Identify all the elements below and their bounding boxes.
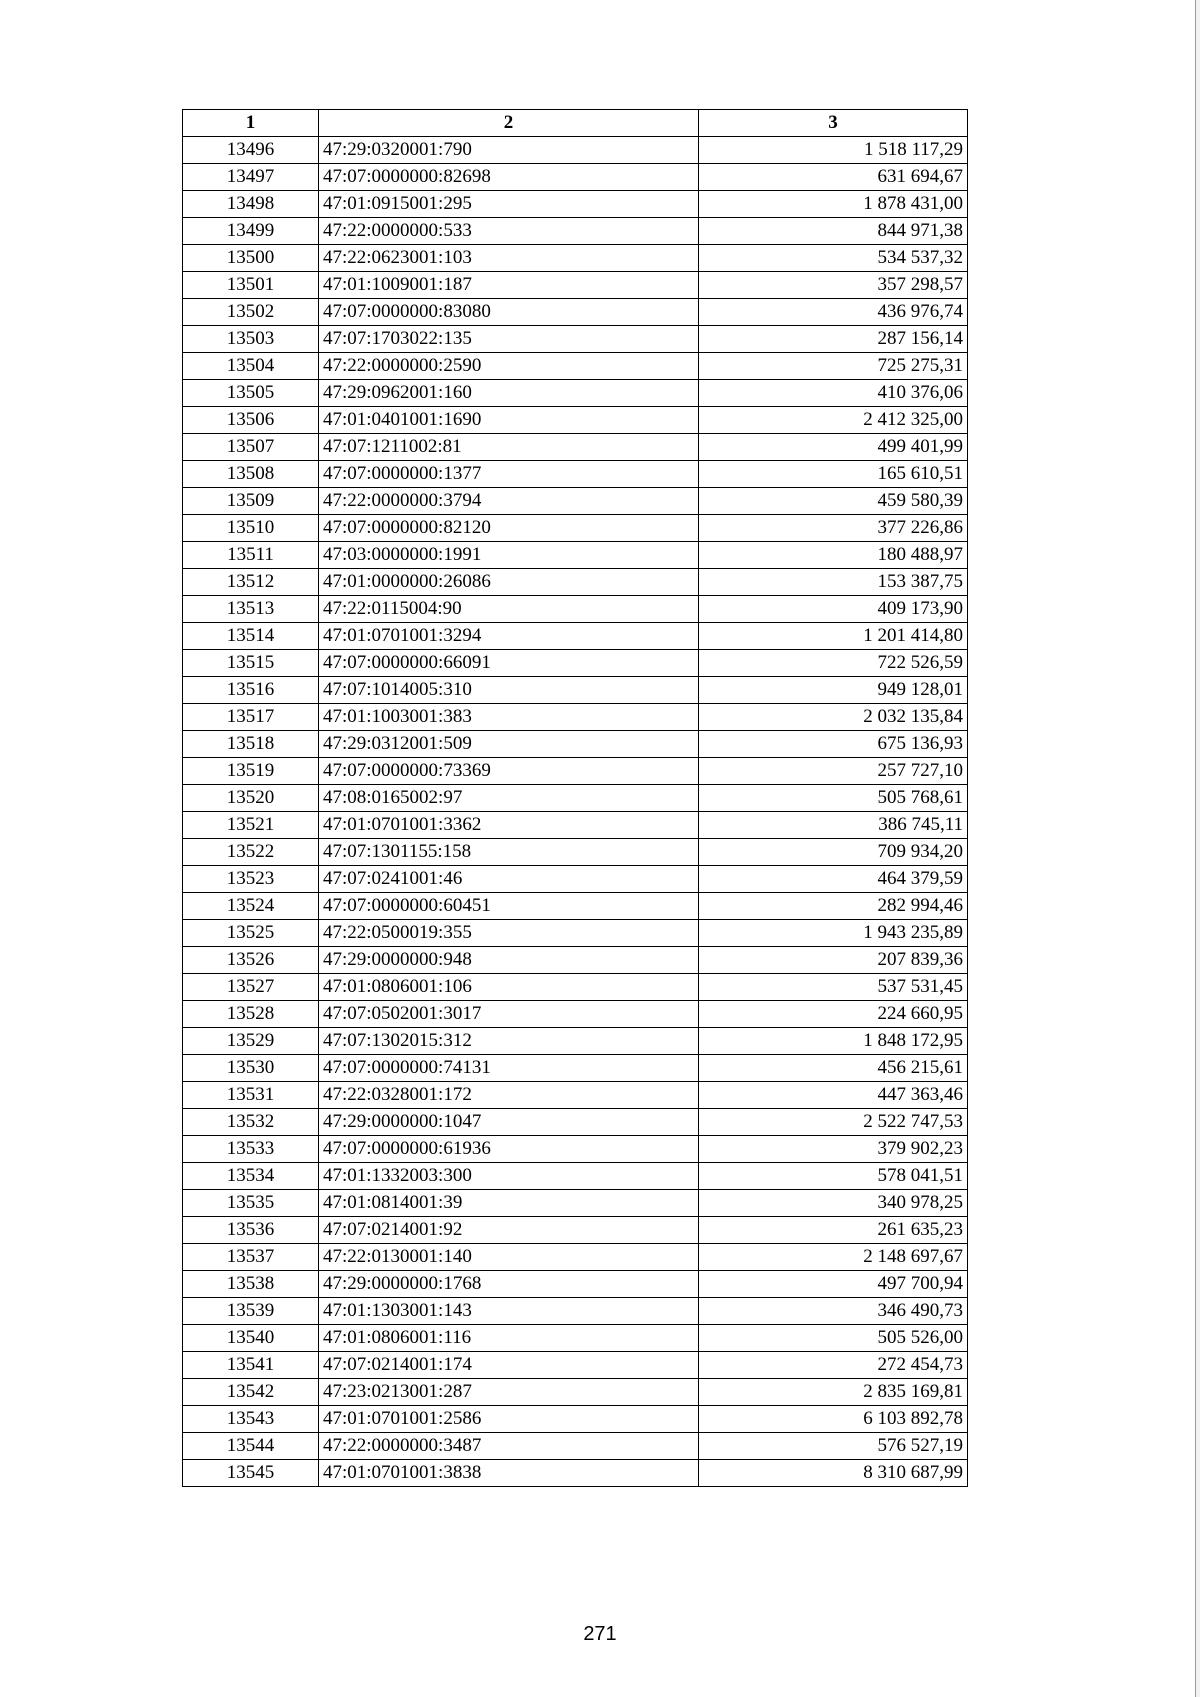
row-number: 13520 xyxy=(183,785,319,812)
amount-value: 578 041,51 xyxy=(699,1163,968,1190)
cadastral-number: 47:07:1014005:310 xyxy=(319,677,699,704)
row-number: 13529 xyxy=(183,1028,319,1055)
amount-value: 340 978,25 xyxy=(699,1190,968,1217)
amount-value: 224 660,95 xyxy=(699,1001,968,1028)
data-table xyxy=(182,109,968,1487)
row-number: 13536 xyxy=(183,1217,319,1244)
table-row xyxy=(183,866,968,893)
row-number: 13526 xyxy=(183,947,319,974)
row-number: 13541 xyxy=(183,1352,319,1379)
amount-value: 537 531,45 xyxy=(699,974,968,1001)
cadastral-number: 47:22:0115004:90 xyxy=(319,596,699,623)
cadastral-number: 47:07:0214001:92 xyxy=(319,1217,699,1244)
table-row xyxy=(183,1082,968,1109)
table-row xyxy=(183,326,968,353)
amount-value: 844 971,38 xyxy=(699,218,968,245)
cadastral-number: 47:22:0623001:103 xyxy=(319,245,699,272)
amount-value: 576 527,19 xyxy=(699,1433,968,1460)
cadastral-number: 47:07:0241001:46 xyxy=(319,866,699,893)
row-number: 13539 xyxy=(183,1298,319,1325)
table-row xyxy=(183,218,968,245)
amount-value: 505 768,61 xyxy=(699,785,968,812)
row-number: 13528 xyxy=(183,1001,319,1028)
row-number: 13497 xyxy=(183,164,319,191)
row-number: 13524 xyxy=(183,893,319,920)
cadastral-number: 47:07:1301155:158 xyxy=(319,839,699,866)
row-number: 13507 xyxy=(183,434,319,461)
cadastral-number: 47:01:0000000:26086 xyxy=(319,569,699,596)
cadastral-number: 47:01:0701001:2586 xyxy=(319,1406,699,1433)
cadastral-number: 47:29:0320001:790 xyxy=(319,137,699,164)
amount-value: 386 745,11 xyxy=(699,812,968,839)
cadastral-number: 47:22:0328001:172 xyxy=(319,1082,699,1109)
cadastral-number: 47:22:0000000:3794 xyxy=(319,488,699,515)
table-row xyxy=(183,1325,968,1352)
row-number: 13522 xyxy=(183,839,319,866)
table-row xyxy=(183,1001,968,1028)
row-number: 13496 xyxy=(183,137,319,164)
cadastral-number: 47:07:0000000:60451 xyxy=(319,893,699,920)
row-number: 13516 xyxy=(183,677,319,704)
row-number: 13530 xyxy=(183,1055,319,1082)
table-row xyxy=(183,272,968,299)
amount-value: 8 310 687,99 xyxy=(699,1460,968,1487)
cadastral-number: 47:07:0000000:82698 xyxy=(319,164,699,191)
column-header-2: 2 xyxy=(319,110,699,137)
row-number: 13537 xyxy=(183,1244,319,1271)
page-edge xyxy=(1195,0,1200,1697)
amount-value: 505 526,00 xyxy=(699,1325,968,1352)
amount-value: 282 994,46 xyxy=(699,893,968,920)
row-number: 13544 xyxy=(183,1433,319,1460)
cadastral-number: 47:07:0502001:3017 xyxy=(319,1001,699,1028)
amount-value: 287 156,14 xyxy=(699,326,968,353)
cadastral-number: 47:01:0701001:3294 xyxy=(319,623,699,650)
table-row xyxy=(183,1298,968,1325)
row-number: 13509 xyxy=(183,488,319,515)
table-row xyxy=(183,1190,968,1217)
row-number: 13531 xyxy=(183,1082,319,1109)
table-header-row xyxy=(183,110,968,137)
table-row xyxy=(183,1109,968,1136)
table-row xyxy=(183,1406,968,1433)
cadastral-number: 47:29:0000000:1047 xyxy=(319,1109,699,1136)
amount-value: 165 610,51 xyxy=(699,461,968,488)
table-row xyxy=(183,704,968,731)
amount-value: 409 173,90 xyxy=(699,596,968,623)
table-row xyxy=(183,623,968,650)
cadastral-number: 47:22:0000000:3487 xyxy=(319,1433,699,1460)
table-row xyxy=(183,191,968,218)
table-row xyxy=(183,542,968,569)
amount-value: 436 976,74 xyxy=(699,299,968,326)
row-number: 13513 xyxy=(183,596,319,623)
amount-value: 1 943 235,89 xyxy=(699,920,968,947)
cadastral-number: 47:01:0806001:106 xyxy=(319,974,699,1001)
amount-value: 257 727,10 xyxy=(699,758,968,785)
amount-value: 357 298,57 xyxy=(699,272,968,299)
cadastral-number: 47:01:0401001:1690 xyxy=(319,407,699,434)
column-header-3: 3 xyxy=(699,110,968,137)
row-number: 13510 xyxy=(183,515,319,542)
row-number: 13512 xyxy=(183,569,319,596)
row-number: 13534 xyxy=(183,1163,319,1190)
row-number: 13532 xyxy=(183,1109,319,1136)
cadastral-number: 47:01:1009001:187 xyxy=(319,272,699,299)
table-row xyxy=(183,974,968,1001)
amount-value: 379 902,23 xyxy=(699,1136,968,1163)
row-number: 13504 xyxy=(183,353,319,380)
table-row xyxy=(183,1163,968,1190)
amount-value: 631 694,67 xyxy=(699,164,968,191)
amount-value: 534 537,32 xyxy=(699,245,968,272)
table-row xyxy=(183,353,968,380)
table-row xyxy=(183,137,968,164)
cadastral-number: 47:07:0000000:66091 xyxy=(319,650,699,677)
amount-value: 722 526,59 xyxy=(699,650,968,677)
amount-value: 725 275,31 xyxy=(699,353,968,380)
row-number: 13525 xyxy=(183,920,319,947)
cadastral-number: 47:07:0000000:1377 xyxy=(319,461,699,488)
row-number: 13498 xyxy=(183,191,319,218)
column-header-1: 1 xyxy=(183,110,319,137)
table-row xyxy=(183,299,968,326)
table-row xyxy=(183,731,968,758)
row-number: 13542 xyxy=(183,1379,319,1406)
table-row xyxy=(183,569,968,596)
amount-value: 1 848 172,95 xyxy=(699,1028,968,1055)
table-row xyxy=(183,947,968,974)
amount-value: 346 490,73 xyxy=(699,1298,968,1325)
table-body xyxy=(183,137,968,1487)
cadastral-number: 47:01:1332003:300 xyxy=(319,1163,699,1190)
table-row xyxy=(183,920,968,947)
amount-value: 272 454,73 xyxy=(699,1352,968,1379)
table-row xyxy=(183,434,968,461)
row-number: 13499 xyxy=(183,218,319,245)
row-number: 13533 xyxy=(183,1136,319,1163)
cadastral-number: 47:07:0000000:61936 xyxy=(319,1136,699,1163)
table-row xyxy=(183,596,968,623)
row-number: 13519 xyxy=(183,758,319,785)
amount-value: 377 226,86 xyxy=(699,515,968,542)
table-row xyxy=(183,164,968,191)
cadastral-number: 47:22:0130001:140 xyxy=(319,1244,699,1271)
amount-value: 1 878 431,00 xyxy=(699,191,968,218)
table-row xyxy=(183,1028,968,1055)
cadastral-number: 47:29:0312001:509 xyxy=(319,731,699,758)
amount-value: 153 387,75 xyxy=(699,569,968,596)
page-number: 271 xyxy=(583,1623,617,1645)
amount-value: 456 215,61 xyxy=(699,1055,968,1082)
table-row xyxy=(183,1271,968,1298)
amount-value: 675 136,93 xyxy=(699,731,968,758)
row-number: 13521 xyxy=(183,812,319,839)
cadastral-number: 47:01:0814001:39 xyxy=(319,1190,699,1217)
row-number: 13511 xyxy=(183,542,319,569)
row-number: 13501 xyxy=(183,272,319,299)
cadastral-number: 47:01:0915001:295 xyxy=(319,191,699,218)
amount-value: 180 488,97 xyxy=(699,542,968,569)
row-number: 13527 xyxy=(183,974,319,1001)
amount-value: 2 412 325,00 xyxy=(699,407,968,434)
amount-value: 261 635,23 xyxy=(699,1217,968,1244)
row-number: 13505 xyxy=(183,380,319,407)
amount-value: 207 839,36 xyxy=(699,947,968,974)
row-number: 13515 xyxy=(183,650,319,677)
table-row xyxy=(183,839,968,866)
table-row xyxy=(183,1217,968,1244)
cadastral-number: 47:07:0000000:74131 xyxy=(319,1055,699,1082)
cadastral-number: 47:07:0214001:174 xyxy=(319,1352,699,1379)
table-row xyxy=(183,488,968,515)
cadastral-number: 47:03:0000000:1991 xyxy=(319,542,699,569)
table-row xyxy=(183,515,968,542)
row-number: 13506 xyxy=(183,407,319,434)
cadastral-number: 47:01:0806001:116 xyxy=(319,1325,699,1352)
cadastral-number: 47:07:1302015:312 xyxy=(319,1028,699,1055)
cadastral-number: 47:01:0701001:3362 xyxy=(319,812,699,839)
amount-value: 2 835 169,81 xyxy=(699,1379,968,1406)
cadastral-number: 47:01:1003001:383 xyxy=(319,704,699,731)
row-number: 13523 xyxy=(183,866,319,893)
cadastral-number: 47:01:1303001:143 xyxy=(319,1298,699,1325)
cadastral-number: 47:22:0500019:355 xyxy=(319,920,699,947)
table-row xyxy=(183,785,968,812)
amount-value: 459 580,39 xyxy=(699,488,968,515)
table-row xyxy=(183,380,968,407)
table-row xyxy=(183,1244,968,1271)
table-row xyxy=(183,245,968,272)
table-row xyxy=(183,650,968,677)
table-row xyxy=(183,812,968,839)
row-number: 13535 xyxy=(183,1190,319,1217)
cadastral-number: 47:29:0000000:1768 xyxy=(319,1271,699,1298)
cadastral-number: 47:07:0000000:73369 xyxy=(319,758,699,785)
amount-value: 464 379,59 xyxy=(699,866,968,893)
cadastral-number: 47:07:1703022:135 xyxy=(319,326,699,353)
amount-value: 949 128,01 xyxy=(699,677,968,704)
amount-value: 2 522 747,53 xyxy=(699,1109,968,1136)
table-row xyxy=(183,1352,968,1379)
amount-value: 499 401,99 xyxy=(699,434,968,461)
cadastral-number: 47:07:0000000:83080 xyxy=(319,299,699,326)
table-row xyxy=(183,1433,968,1460)
amount-value: 410 376,06 xyxy=(699,380,968,407)
amount-value: 6 103 892,78 xyxy=(699,1406,968,1433)
amount-value: 1 201 414,80 xyxy=(699,623,968,650)
row-number: 13538 xyxy=(183,1271,319,1298)
table-row xyxy=(183,1136,968,1163)
amount-value: 497 700,94 xyxy=(699,1271,968,1298)
row-number: 13545 xyxy=(183,1460,319,1487)
table-row xyxy=(183,461,968,488)
amount-value: 709 934,20 xyxy=(699,839,968,866)
cadastral-number: 47:22:0000000:2590 xyxy=(319,353,699,380)
cadastral-number: 47:01:0701001:3838 xyxy=(319,1460,699,1487)
table-row xyxy=(183,407,968,434)
cadastral-number: 47:29:0000000:948 xyxy=(319,947,699,974)
cadastral-number: 47:07:0000000:82120 xyxy=(319,515,699,542)
amount-value: 2 148 697,67 xyxy=(699,1244,968,1271)
cadastral-number: 47:29:0962001:160 xyxy=(319,380,699,407)
amount-value: 1 518 117,29 xyxy=(699,137,968,164)
row-number: 13508 xyxy=(183,461,319,488)
table-row xyxy=(183,1379,968,1406)
amount-value: 447 363,46 xyxy=(699,1082,968,1109)
cadastral-number: 47:08:0165002:97 xyxy=(319,785,699,812)
amount-value: 2 032 135,84 xyxy=(699,704,968,731)
table-row xyxy=(183,758,968,785)
row-number: 13517 xyxy=(183,704,319,731)
row-number: 13503 xyxy=(183,326,319,353)
cadastral-number: 47:23:0213001:287 xyxy=(319,1379,699,1406)
row-number: 13543 xyxy=(183,1406,319,1433)
cadastral-number: 47:22:0000000:533 xyxy=(319,218,699,245)
row-number: 13540 xyxy=(183,1325,319,1352)
table-row xyxy=(183,677,968,704)
table-row xyxy=(183,893,968,920)
row-number: 13502 xyxy=(183,299,319,326)
cadastral-number: 47:07:1211002:81 xyxy=(319,434,699,461)
table-row xyxy=(183,1055,968,1082)
row-number: 13518 xyxy=(183,731,319,758)
table-row xyxy=(183,1460,968,1487)
row-number: 13514 xyxy=(183,623,319,650)
row-number: 13500 xyxy=(183,245,319,272)
